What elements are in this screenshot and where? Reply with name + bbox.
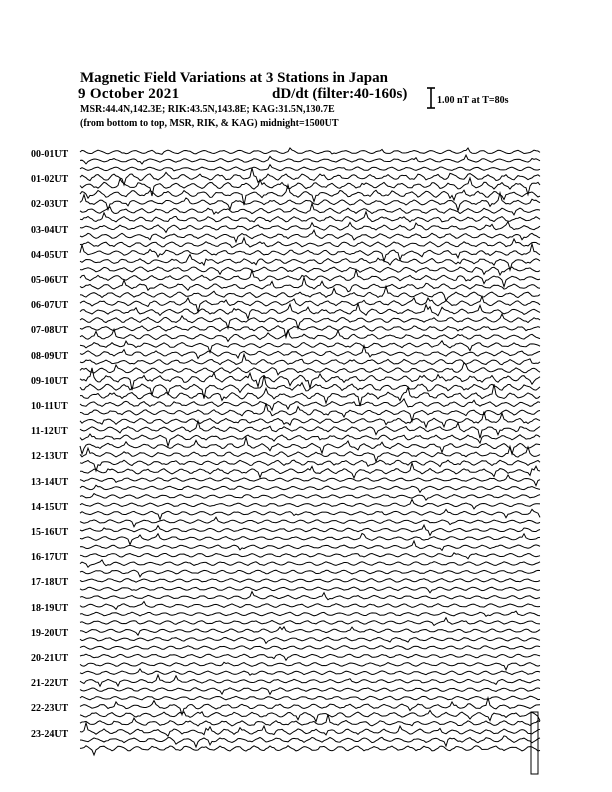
trace-line xyxy=(80,654,540,660)
trace-line xyxy=(80,222,540,233)
hour-label: 05-06UT xyxy=(31,275,69,286)
trace-line xyxy=(80,517,540,527)
trace-line xyxy=(80,148,540,154)
trace-line xyxy=(80,541,540,551)
trace-line xyxy=(80,326,540,338)
trace-line xyxy=(80,267,540,275)
trace-line xyxy=(80,230,540,242)
trace-line xyxy=(80,579,540,583)
trace-line xyxy=(80,204,540,215)
trace-line xyxy=(80,494,540,501)
scale-bar-label: 1.00 nT at T=80s xyxy=(437,95,509,106)
station-order-note: (from bottom to top, MSR, RIK, & KAG) midnight=1500UT xyxy=(80,118,339,129)
hour-label: 07-08UT xyxy=(31,325,69,337)
trace-line xyxy=(80,618,540,626)
trace-line xyxy=(80,437,540,454)
trace-line xyxy=(80,627,540,635)
trace-line xyxy=(80,244,540,261)
trace-line xyxy=(80,304,540,319)
trace-line xyxy=(80,363,540,375)
hour-label: 12-13UT xyxy=(31,451,69,463)
hour-label: 10-11UT xyxy=(31,401,68,412)
hour-label: 19-20UT xyxy=(31,627,69,639)
trace-line xyxy=(80,533,540,544)
hour-label: 18-19UT xyxy=(31,602,69,614)
trace-line xyxy=(80,746,540,755)
hour-label: 16-17UT xyxy=(31,552,69,564)
hour-label: 15-16UT xyxy=(31,527,69,538)
trace-line xyxy=(80,592,540,600)
trace-line xyxy=(80,446,540,461)
trace-line xyxy=(80,399,540,410)
trace-line xyxy=(80,255,540,271)
trace-line xyxy=(80,637,540,643)
trace-line xyxy=(80,341,540,353)
hour-label: 22-23UT xyxy=(31,703,69,715)
trace-line xyxy=(80,329,540,341)
trace-line xyxy=(80,421,540,438)
trace-line xyxy=(80,354,540,364)
station-coordinates: MSR:44.4N,142.3E; RIK:43.5N,143.8E; KAG:31.5N,130.7E xyxy=(80,104,335,115)
hour-label: 23-24UT xyxy=(31,728,69,740)
trace-line xyxy=(80,570,540,577)
trace-line xyxy=(80,525,540,535)
trace-line xyxy=(80,509,540,519)
trace-line xyxy=(80,696,540,700)
hour-label: 02-03UT xyxy=(31,199,69,211)
hour-label: 09-10UT xyxy=(31,375,69,387)
trace-line xyxy=(80,297,540,312)
trace-line xyxy=(80,178,540,196)
trace-line xyxy=(80,710,540,721)
trace-line xyxy=(80,698,540,715)
trace-line xyxy=(80,714,540,726)
trace-line xyxy=(80,736,540,747)
trace-line xyxy=(80,611,540,616)
hour-label: 03-04UT xyxy=(31,224,69,236)
chart-date: 9 October 2021 xyxy=(78,86,180,102)
hour-label: 00-01UT xyxy=(31,149,69,160)
trace-line xyxy=(80,165,540,171)
trace-line xyxy=(80,675,540,686)
trace-line xyxy=(80,314,540,328)
trace-line xyxy=(80,212,540,222)
scale-bar xyxy=(427,88,435,108)
trace-line xyxy=(80,646,540,650)
trace-group xyxy=(80,148,540,774)
hour-label: 21-22UT xyxy=(31,678,69,690)
chart-quantity: dD/dt (filter:40-160s) xyxy=(272,86,408,102)
hour-label: 14-15UT xyxy=(31,501,69,513)
trace-line xyxy=(80,553,540,559)
hour-label: 04-05UT xyxy=(31,249,69,261)
trace-line xyxy=(80,723,540,736)
hour-label: 13-14UT xyxy=(31,476,69,488)
hour-label: 17-18UT xyxy=(31,577,69,589)
chart-title: Magnetic Field Variations at 3 Stations in Japan xyxy=(80,70,388,86)
hour-label: 11-12UT xyxy=(31,426,68,438)
trace-line xyxy=(80,602,540,610)
trace-line xyxy=(80,412,540,428)
hour-label: 08-09UT xyxy=(31,350,69,362)
trace-line xyxy=(80,485,540,492)
trace-line xyxy=(80,560,540,567)
trace-line xyxy=(80,662,540,670)
trace-line xyxy=(80,499,540,509)
trace-line xyxy=(80,587,540,593)
hour-label: 01-02UT xyxy=(31,174,69,186)
trace-line xyxy=(80,475,540,486)
trace-line xyxy=(80,688,540,695)
trace-line xyxy=(80,669,540,675)
hour-label: 06-07UT xyxy=(31,300,69,312)
trace-line xyxy=(80,155,540,164)
hour-label: 20-21UT xyxy=(31,653,69,664)
